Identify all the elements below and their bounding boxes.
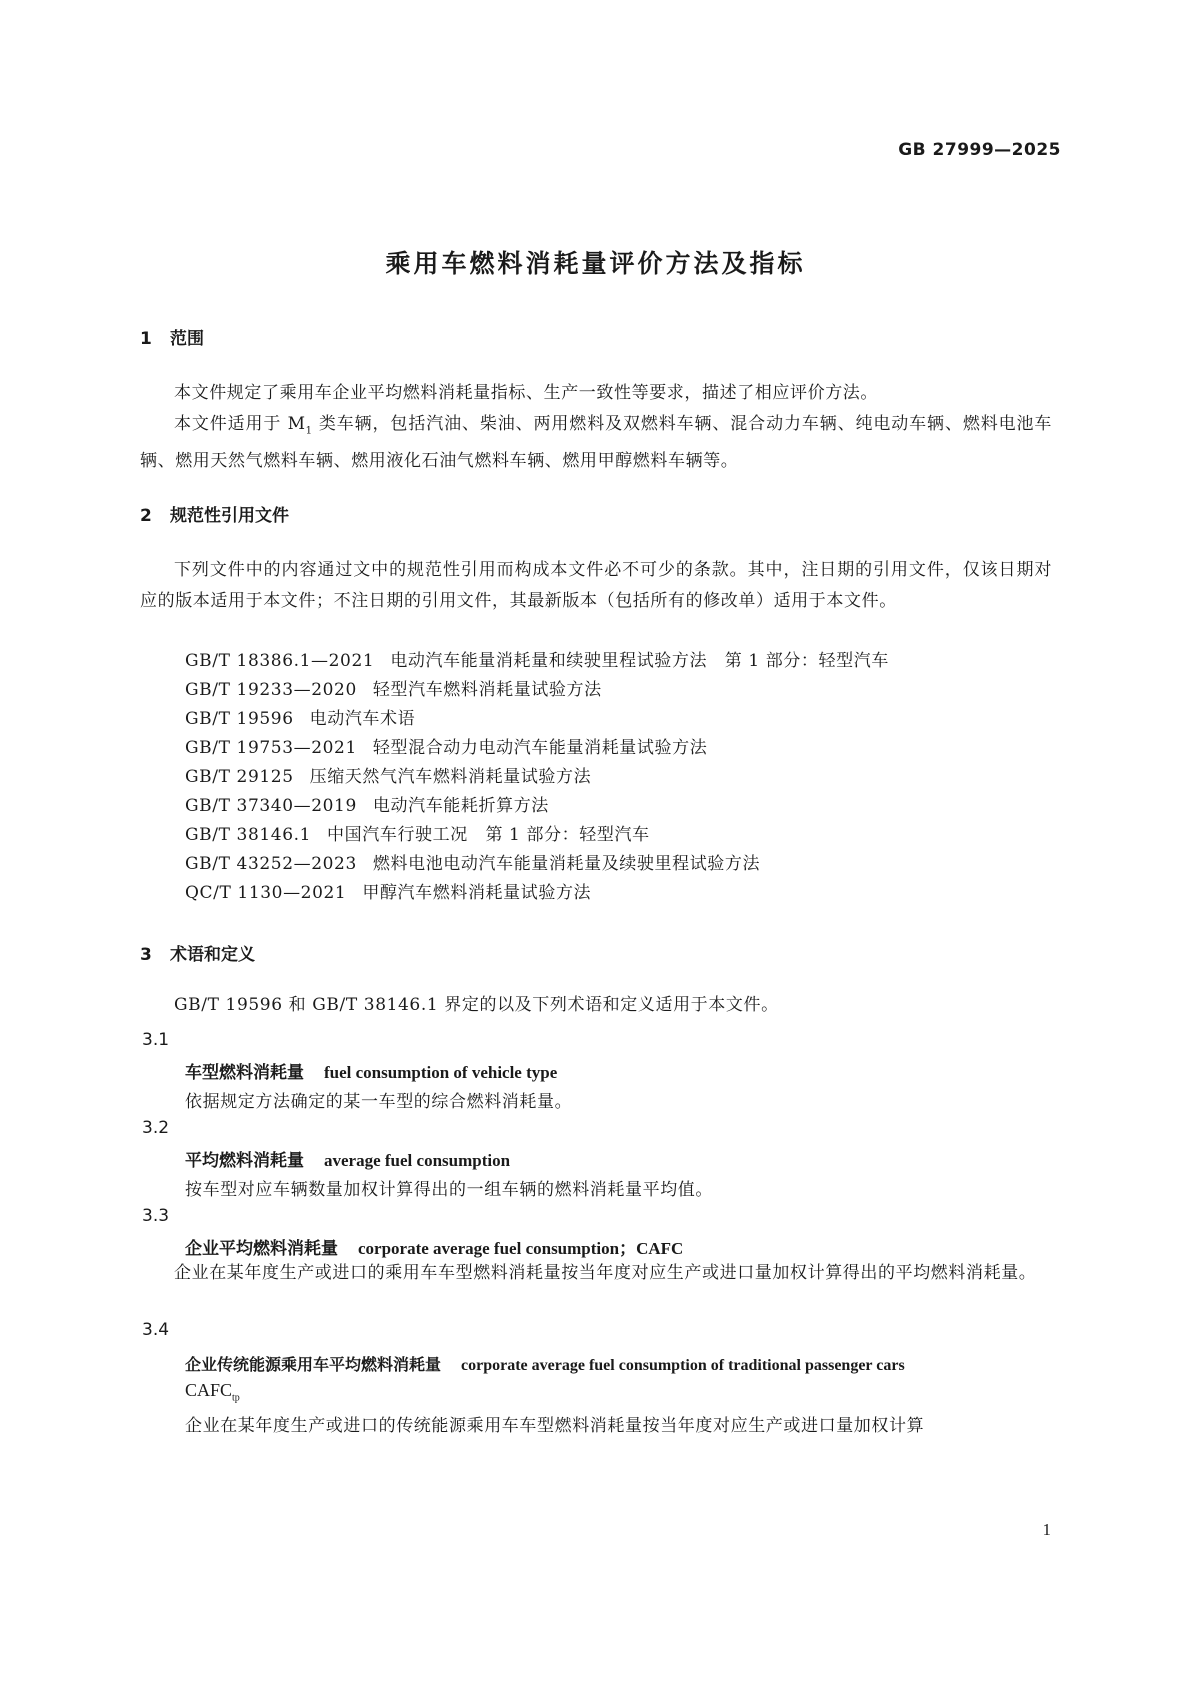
term-heading [185,1352,905,1375]
section-1-paragraph-1: 本文件规定了乘用车企业平均燃料消耗量指标、生产一致性等要求，描述了相应评价方法。 [174,383,878,403]
term-zh: 企业传统能源乘用车平均燃料消耗量 [185,1355,442,1374]
term-en: fuel consumption of vehicle type [324,1063,558,1082]
term-symbol [185,1380,240,1404]
reference-title: 燃料电池电动汽车能量消耗量及续驶里程试验方法 [372,854,761,874]
p2-post: 类车辆，包括汽油、柴油、两用燃料及双燃料车辆、混合动力车辆、纯电动车辆、燃料电池车辆、燃用天然气燃料车辆、燃用液化石油气燃料车辆、燃用甲醇燃料车辆等。 [140,414,1052,472]
reference-title: 电动汽车能耗折算方法 [372,796,549,816]
section-title: 术语和定义 [170,945,255,965]
term-en: average fuel consumption [324,1151,511,1170]
reference-title: 轻型汽车燃料消耗量试验方法 [372,680,602,700]
term-en: corporate average fuel consumption；CAFC [358,1239,684,1258]
term-heading [185,1234,683,1259]
reference-item [185,849,760,874]
term-definition: 按车型对应车辆数量加权计算得出的一组车辆的燃料消耗量平均值。 [185,1180,713,1200]
page-number: 1 [1042,1520,1051,1539]
clause-number: 3.1 [142,1030,170,1050]
reference-item [185,646,889,671]
term-en: corporate average fuel consumption of traditional passenger cars [461,1357,905,1374]
term-definition: 企业在某年度生产或进口的传统能源乘用车车型燃料消耗量按当年度对应生产或进口量加权计算 [185,1416,925,1436]
section-3-intro: GB/T 19596 和 GB/T 38146.1 界定的以及下列术语和定义适用于本文件。 [174,995,779,1015]
section-title: 范围 [170,329,204,349]
clause-number: 3.3 [142,1206,170,1226]
term-definition: 依据规定方法确定的某一车型的综合燃料消耗量。 [185,1092,573,1112]
section-number: 2 [140,506,152,526]
section-1-paragraph-2 [140,409,1052,477]
reference-code: GB/T 18386.1—2021 [185,651,375,671]
reference-title: 中国汽车行驶工况 第 1 部分：轻型汽车 [327,825,650,845]
section-1-heading [140,324,204,349]
reference-code: GB/T 19596 [185,709,294,729]
reference-item [185,791,549,816]
clause-number: 3.4 [142,1320,170,1340]
term-zh: 企业平均燃料消耗量 [185,1239,338,1259]
reference-code: GB/T 19753—2021 [185,738,357,758]
section-number: 1 [140,329,152,349]
section-number: 3 [140,945,152,965]
reference-title: 轻型混合动力电动汽车能量消耗量试验方法 [372,738,708,758]
standard-number: GB 27999—2025 [898,140,1061,160]
reference-code: GB/T 37340—2019 [185,796,357,816]
reference-item [185,733,707,758]
reference-code: GB/T 43252—2023 [185,854,357,874]
term-heading [185,1146,510,1171]
reference-code: GB/T 29125 [185,767,294,787]
reference-title: 甲醇汽车燃料消耗量试验方法 [362,883,592,903]
section-2-intro: 下列文件中的内容通过文中的规范性引用而构成本文件必不可少的条款。其中，注日期的引用文件，仅该日期对应的版本适用于本文件；不注日期的引用文件，其最新版本（包括所有的修改单）适用于本文件。 [140,560,1052,611]
clause-number: 3.2 [142,1118,170,1138]
section-2-heading [140,501,289,526]
reference-item [185,675,602,700]
term-zh: 平均燃料消耗量 [185,1151,304,1171]
section-3-heading [140,940,255,965]
symbol-base: CAFC [185,1380,233,1400]
page-title: 乘用车燃料消耗量评价方法及指标 [385,249,806,278]
term-definition: 企业在某年度生产或进口的乘用车车型燃料消耗量按当年度对应生产或进口量加权计算得出的平均燃料消耗量。 [174,1263,1037,1283]
symbol-sub: tp [232,1392,240,1404]
reference-title: 电动汽车能量消耗量和续驶里程试验方法 第 1 部分：轻型汽车 [390,651,889,671]
section-title: 规范性引用文件 [170,506,289,526]
reference-title: 压缩天然气汽车燃料消耗量试验方法 [309,767,592,787]
reference-item [185,704,415,729]
reference-item [185,762,591,787]
reference-title: 电动汽车术语 [309,709,416,729]
term-zh: 车型燃料消耗量 [185,1063,304,1083]
p2-pre: 本文件适用于 M [174,414,306,434]
p2-sub: 1 [305,425,313,437]
reference-code: GB/T 19233—2020 [185,680,357,700]
reference-code: GB/T 38146.1 [185,825,312,845]
term-heading [185,1058,557,1083]
reference-item [185,820,650,845]
reference-item [185,878,591,903]
reference-code: QC/T 1130—2021 [185,883,347,903]
